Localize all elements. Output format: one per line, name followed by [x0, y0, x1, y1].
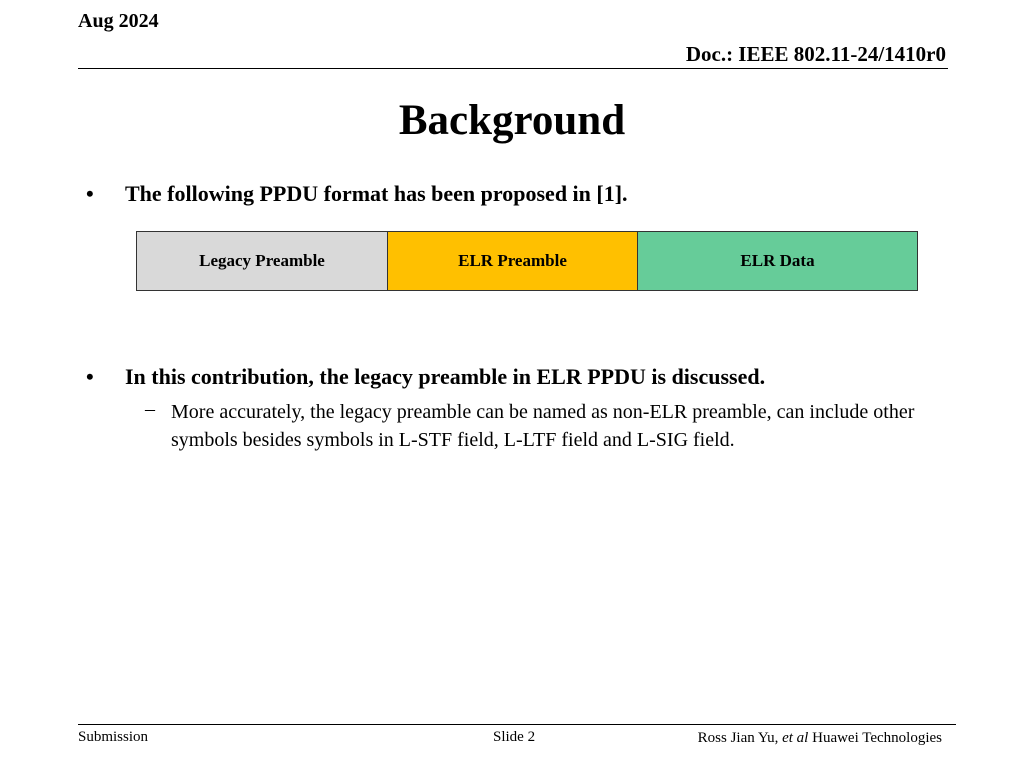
- footer-submission: Submission: [78, 729, 149, 745]
- footer-author-etal: et al: [782, 730, 809, 746]
- header-doc-id: Doc.: IEEE 802.11-24/1410r0: [685, 42, 946, 66]
- slide-title: Background: [398, 97, 626, 144]
- footer-slide-number: Slide 2: [493, 729, 536, 745]
- footer-organization: Huawei Technologies: [812, 730, 942, 746]
- ppdu-field-legacy-preamble: [137, 232, 387, 290]
- bullet-text-ppdu-format: The following PPDU format has been proposed in [1].: [125, 181, 628, 206]
- bullet-marker: •: [86, 364, 94, 389]
- bullet-text-contribution: In this contribution, the legacy preamble in ELR PPDU is discussed.: [125, 364, 766, 389]
- sub-bullet-text: More accurately, the legacy preamble can be named as non-ELR preamble, can include other symbols besides symbols in L-STF field, L-LTF field and L-SIG field.: [171, 401, 915, 451]
- footer-author: [698, 730, 942, 747]
- ppdu-field-label: ELR Data: [740, 251, 815, 270]
- bullet-marker: •: [86, 181, 94, 206]
- footer-author-name: Ross Jian Yu,: [697, 730, 779, 746]
- ppdu-field-elr-preamble: [387, 232, 637, 290]
- ppdu-format-diagram: [136, 231, 918, 291]
- sub-bullet-marker: –: [145, 398, 155, 420]
- ppdu-field-elr-data: [637, 232, 917, 290]
- footer-divider: [78, 724, 956, 725]
- header-date: Aug 2024: [78, 10, 159, 32]
- ppdu-field-label: ELR Preamble: [458, 251, 567, 270]
- header-divider: [78, 68, 948, 69]
- ppdu-field-label: Legacy Preamble: [199, 251, 325, 270]
